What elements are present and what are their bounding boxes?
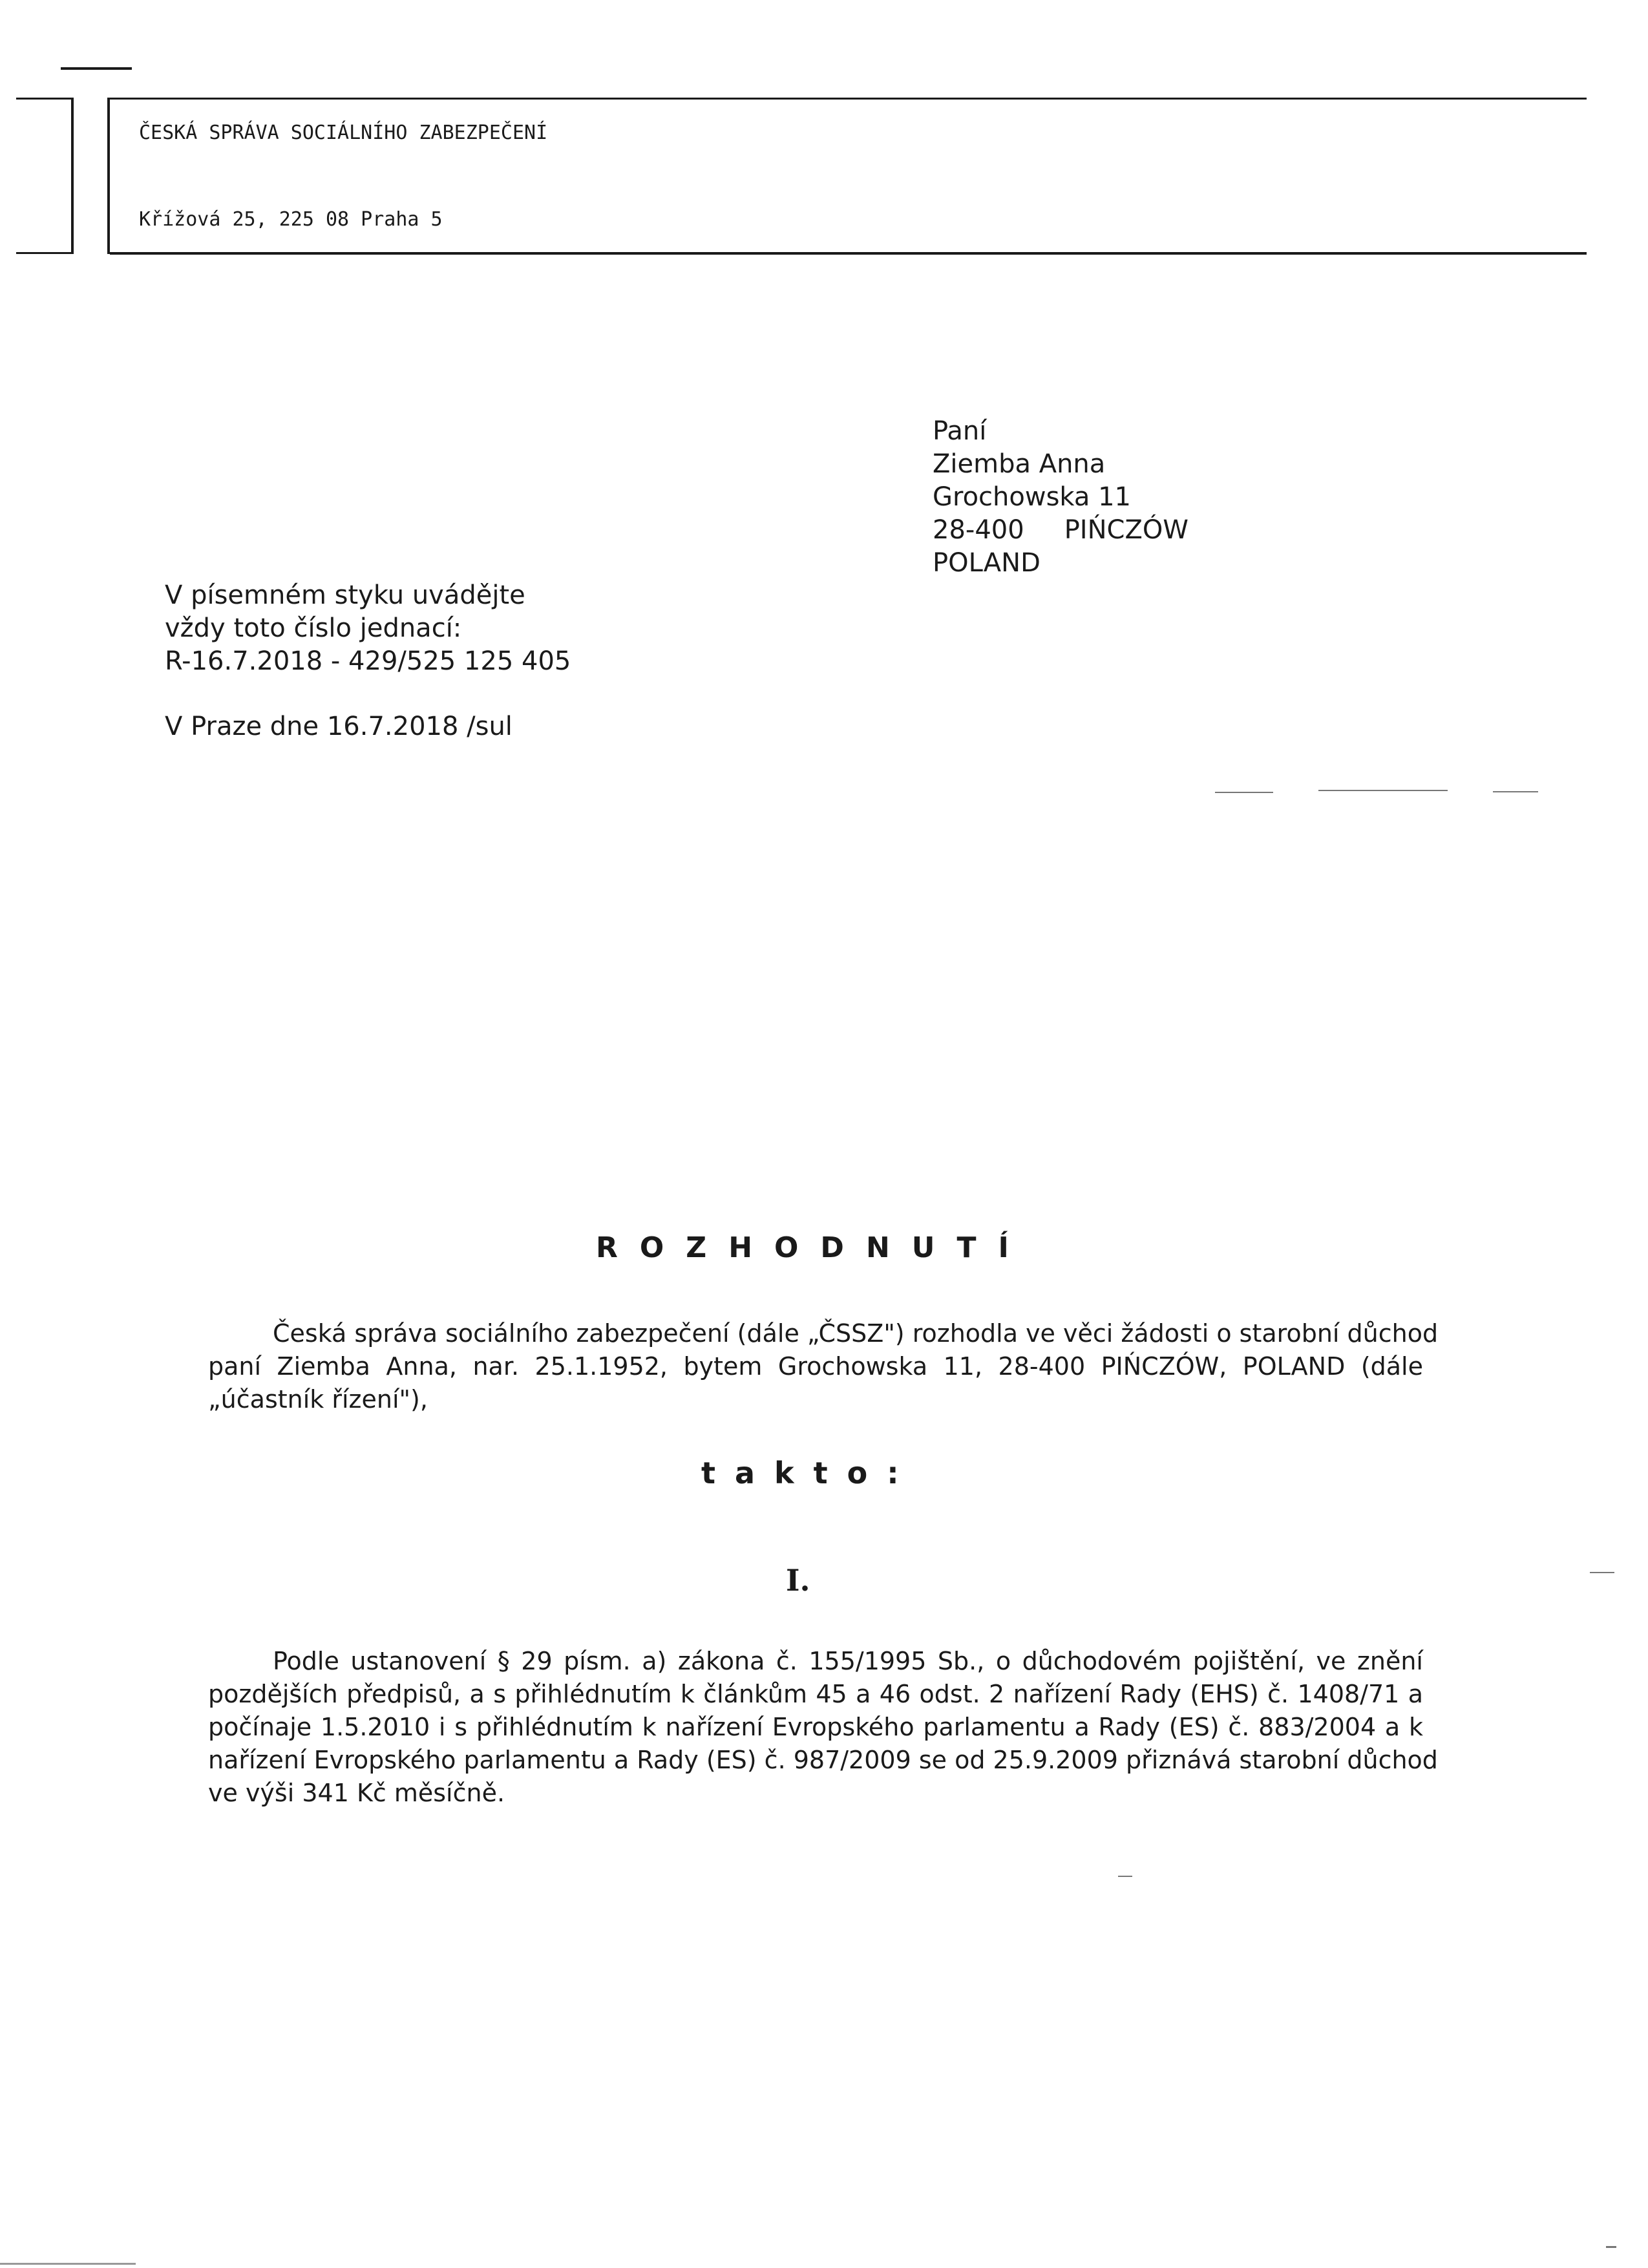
reference-number: R-16.7.2018 - 429/525 125 405 bbox=[165, 646, 571, 676]
takto-heading: takto: bbox=[701, 1456, 918, 1490]
recipient-street: Grochowska 11 bbox=[933, 482, 1131, 512]
organization-name: ČESKÁ SPRÁVA SOCIÁLNÍHO ZABEZPEČENÍ bbox=[139, 122, 548, 144]
recipient-country: POLAND bbox=[933, 548, 1041, 578]
section-line: pozdějších předpisů, a s přihlédnutím k článkům 45 a 46 odst. 2 nařízení Rady (EHS) č. 1408/71 a bbox=[208, 1680, 1423, 1708]
reference-block bbox=[165, 579, 571, 678]
intro-line: paní Ziemba Anna, nar. 25.1.1952, bytem Grochowska 11, 28-400 PIŃCZÓW, POLAND (dále bbox=[208, 1352, 1423, 1381]
scan-speck bbox=[1493, 791, 1538, 792]
intro-paragraph bbox=[208, 1317, 1439, 1416]
header-left-rule bbox=[107, 98, 110, 254]
organization-address: Křížová 25, 225 08 Praha 5 bbox=[139, 208, 443, 231]
left-bracket-vertical bbox=[71, 98, 74, 254]
left-bracket-top bbox=[16, 98, 73, 100]
section-line: Podle ustanovení § 29 písm. a) zákona č. 155/1995 Sb., o důchodovém pojištění, ve znění bbox=[273, 1647, 1423, 1675]
recipient-city-line bbox=[933, 514, 1188, 547]
recipient-city: PIŃCZÓW bbox=[1064, 515, 1188, 545]
recipient-salutation: Paní bbox=[933, 416, 987, 446]
section-line: nařízení Evropského parlamentu a Rady (ES) č. 987/2009 se od 25.9.2009 přiznává starobní důchod bbox=[208, 1746, 1438, 1774]
scan-speck bbox=[1118, 1876, 1132, 1877]
header-top-rule bbox=[110, 98, 1587, 100]
intro-line: „účastník řízení"), bbox=[208, 1385, 428, 1414]
recipient-address bbox=[933, 415, 1188, 580]
left-bracket-bottom bbox=[16, 252, 73, 254]
scan-speck bbox=[1606, 2246, 1616, 2248]
reference-instruction-line1: V písemném styku uvádějte bbox=[165, 580, 525, 610]
decision-title: ROZHODNUTÍ bbox=[596, 1231, 1031, 1264]
reference-instruction-line2: vždy toto číslo jednací: bbox=[165, 613, 462, 643]
header-bottom-rule bbox=[110, 252, 1587, 255]
section-line: počínaje 1.5.2010 i s přihlédnutím k nařízení Evropského parlamentu a Rady (ES) č. 883/2004 a k bbox=[208, 1713, 1423, 1741]
recipient-postal-code: 28-400 bbox=[933, 515, 1024, 545]
corner-mark bbox=[61, 67, 132, 70]
section-paragraph bbox=[208, 1645, 1438, 1810]
place-and-date: V Praze dne 16.7.2018 /sul bbox=[165, 712, 512, 741]
scan-speck bbox=[1590, 1572, 1614, 1573]
scan-speck bbox=[0, 2263, 136, 2265]
scan-speck bbox=[1318, 790, 1448, 791]
recipient-name: Ziemba Anna bbox=[933, 449, 1106, 479]
section-number: I. bbox=[786, 1563, 810, 1598]
intro-line: Česká správa sociálního zabezpečení (dále „ČSSZ") rozhodla ve věci žádosti o starobní důchod bbox=[273, 1319, 1439, 1348]
section-line: ve výši 341 Kč měsíčně. bbox=[208, 1779, 505, 1807]
scan-speck bbox=[1215, 792, 1273, 793]
